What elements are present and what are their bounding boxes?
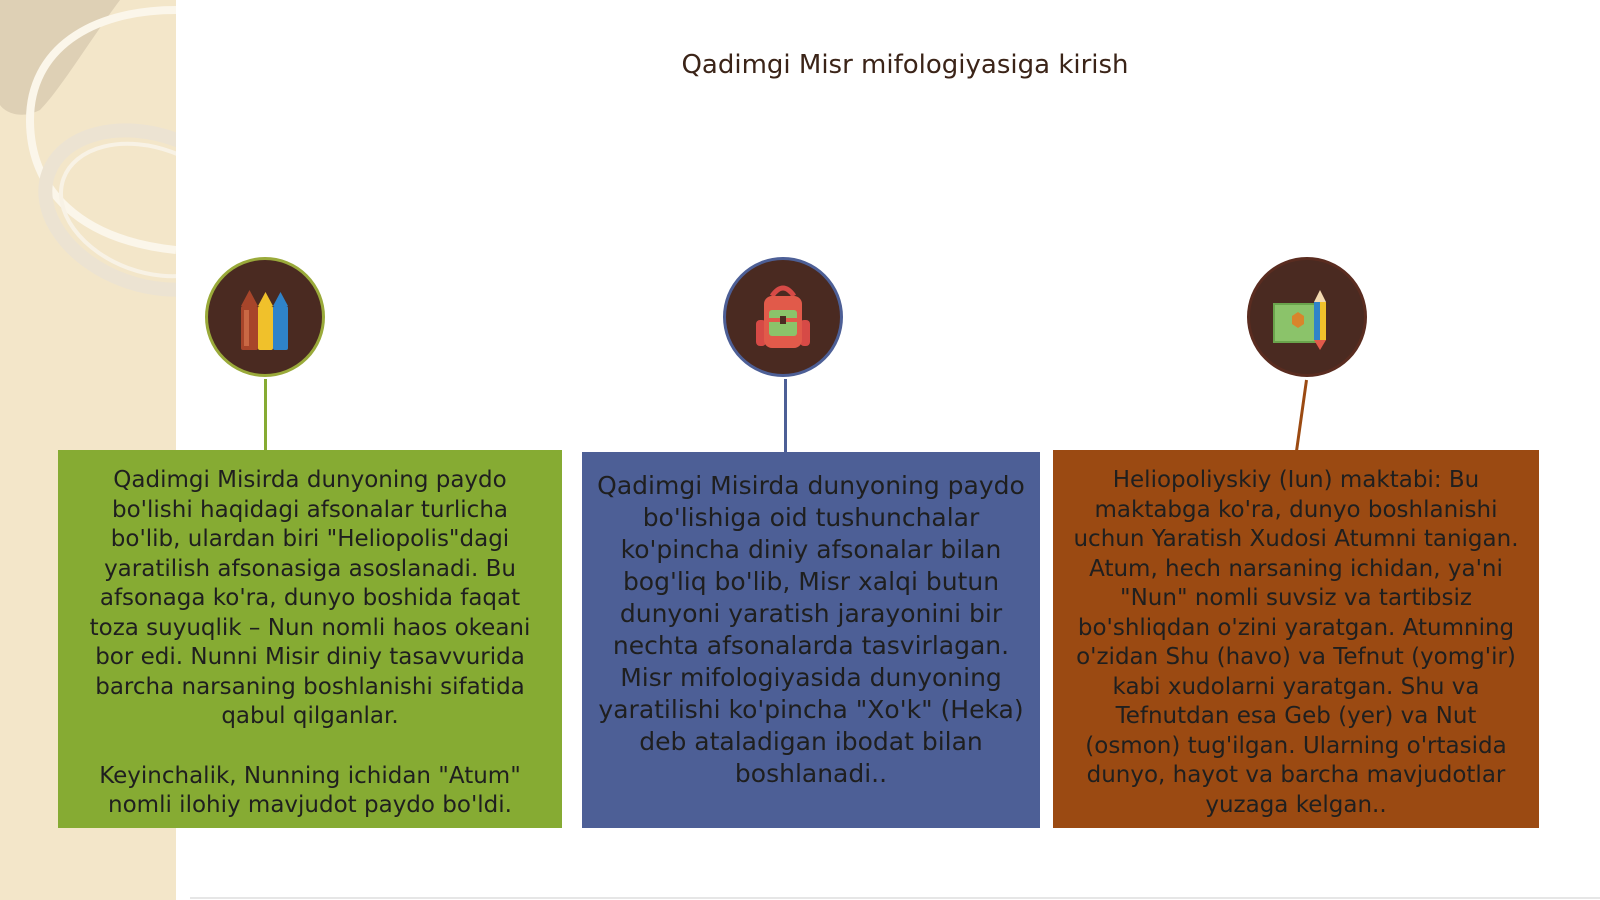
card-1-paragraph-1: Qadimgi Misirda dunyoning paydo bo'lishi haqidagi afsonalar turlicha bo'lib, ulardan biri "Heliopolis"dagi yaratilish afsonasiga asoslanadi. Bu afsonaga ko'ra, dunyo boshida faqat toza suyuqlik – Nun nomli haos okeani bor edi. Nunni Misir diniy tasavvurida barcha narsaning boshlanishi sifatida qabul qilganlar.	[89, 467, 531, 729]
backpack-icon-circle	[723, 257, 843, 377]
drawing-pencil-icon	[1250, 260, 1364, 374]
card-1-paragraph-2: Keyinchalik, Nunning ichidan "Atum" nomli ilohiy mavjudot paydo bo'ldi.	[99, 762, 521, 818]
card-2-paragraph-1: Qadimgi Misirda dunyoning paydo bo'lishiga oid tushunchalar ko'pincha diniy afsonalar bilan bog'liq bo'lib, Misr xalqi butun dunyoni yaratish jarayonini bir nechta afsonalarda tasvirlagan. Misr mifologiyasida dunyoning yaratilishi ko'pincha "Xo'k" (Heka) deb ataladigan ibodat bilan boshlanadi..	[597, 471, 1025, 788]
card-creation-concepts	[582, 452, 1040, 828]
slide-title: Qadimgi Misr mifologiyasiga kirish	[681, 50, 1129, 80]
card-heliopolis-creation	[58, 450, 562, 828]
slide-bottom-border	[190, 897, 1600, 899]
connector-line-blue	[784, 379, 787, 453]
card-heliopolis-school	[1053, 450, 1539, 828]
connector-line-green	[264, 379, 267, 451]
crayons-icon-circle	[205, 257, 325, 377]
card-3-paragraph-1: Heliopoliyskiy (Iun) maktabi: Bu maktabga ko'ra, dunyo boshlanishi uchun Yaratish Xudosi Atumni tanigan. Atum, hech narsaning ichidan, ya'ni "Nun" nomli suvsiz va tartibsiz bo'shliqdan o'zini yaratgan. Atumning o'zidan Shu (havo) va Tefnut (yomg'ir) kabi xudolarni yaratgan. Shu va Tefnutdan esa Geb (yer) va Nut (osmon) tug'ilgan. Ularning o'rtasida dunyo, hayot va barcha mavjudotlar yuzaga kelgan..	[1073, 467, 1519, 818]
crayons-icon	[208, 260, 322, 374]
drawing-icon-circle	[1247, 257, 1367, 377]
backpack-icon	[726, 260, 840, 374]
